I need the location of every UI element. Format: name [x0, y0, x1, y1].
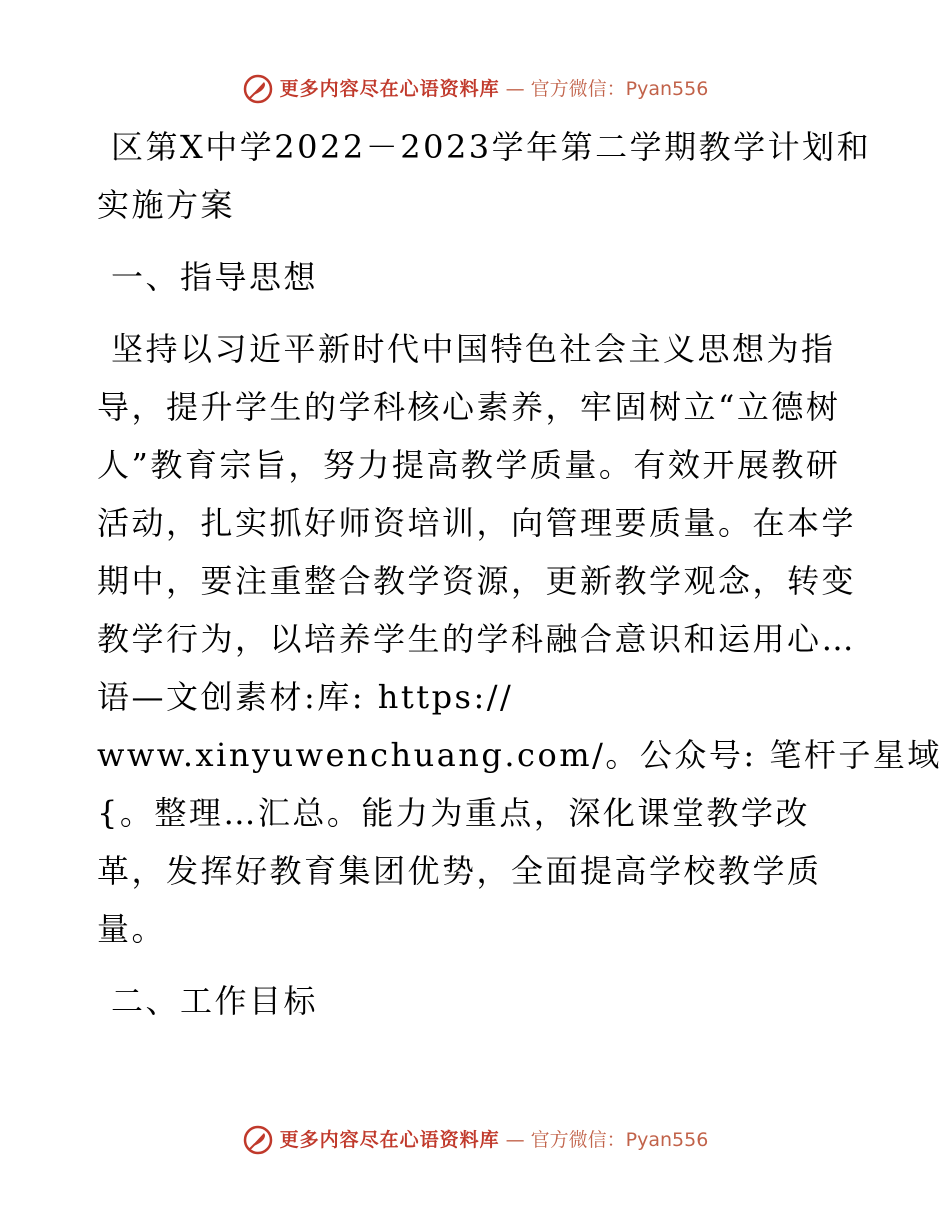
paragraph-line: 人”教育宗旨，努力提高教学质量。有效开展教研: [97, 446, 841, 484]
footer-watermark: [0, 1124, 950, 1156]
paragraph-line: 语—文创素材:库: https://: [97, 678, 514, 716]
paragraph-line: {。整理…汇总。能力为重点，深化课堂教学改: [97, 794, 810, 832]
watermark-main-text: 更多内容尽在心语资料库: [279, 78, 500, 100]
paragraph-line: 期中，要注重整合教学资源，更新教学观念，转变: [97, 562, 857, 600]
paragraph-line: 量。: [97, 910, 167, 948]
document-title-line-2: 实施方案: [97, 186, 236, 224]
paragraph-line: 活动，扎实抓好师资培训，向管理要质量。在本学: [97, 504, 857, 542]
watermark-sub-text: 官方微信：Pyan556: [530, 1129, 709, 1151]
section-heading-work-goals: 二、工作目标: [111, 982, 319, 1020]
paragraph-line: 坚持以习近平新时代中国特色社会主义思想为指: [111, 330, 836, 368]
watermark-sub-text: 官方微信：Pyan556: [530, 78, 709, 100]
watermark-dash: —: [505, 1129, 525, 1151]
watermark-main-text: 更多内容尽在心语资料库: [279, 1129, 500, 1151]
document-title-line-1: 区第X中学2022－2023学年第二学期教学计划和: [111, 128, 872, 166]
watermark-dash: —: [505, 78, 525, 100]
feather-logo-icon: [242, 73, 274, 105]
paragraph-line: 革，发挥好教育集团优势，全面提高学校教学质: [97, 852, 822, 890]
paragraph-line: www.xinyuwenchuang.com/。公众号: 笔杆子星域: [97, 736, 942, 774]
document-body: [97, 118, 942, 1030]
feather-logo-icon: [242, 1124, 274, 1156]
section-heading-guiding-ideology: 一、指导思想: [111, 258, 319, 296]
paragraph-line: 导，提升学生的学科核心素养，牢固树立“立德树: [97, 388, 841, 426]
paragraph-line: 教学行为，以培养学生的学科融合意识和运用心…: [97, 620, 857, 658]
header-watermark: [0, 73, 950, 105]
